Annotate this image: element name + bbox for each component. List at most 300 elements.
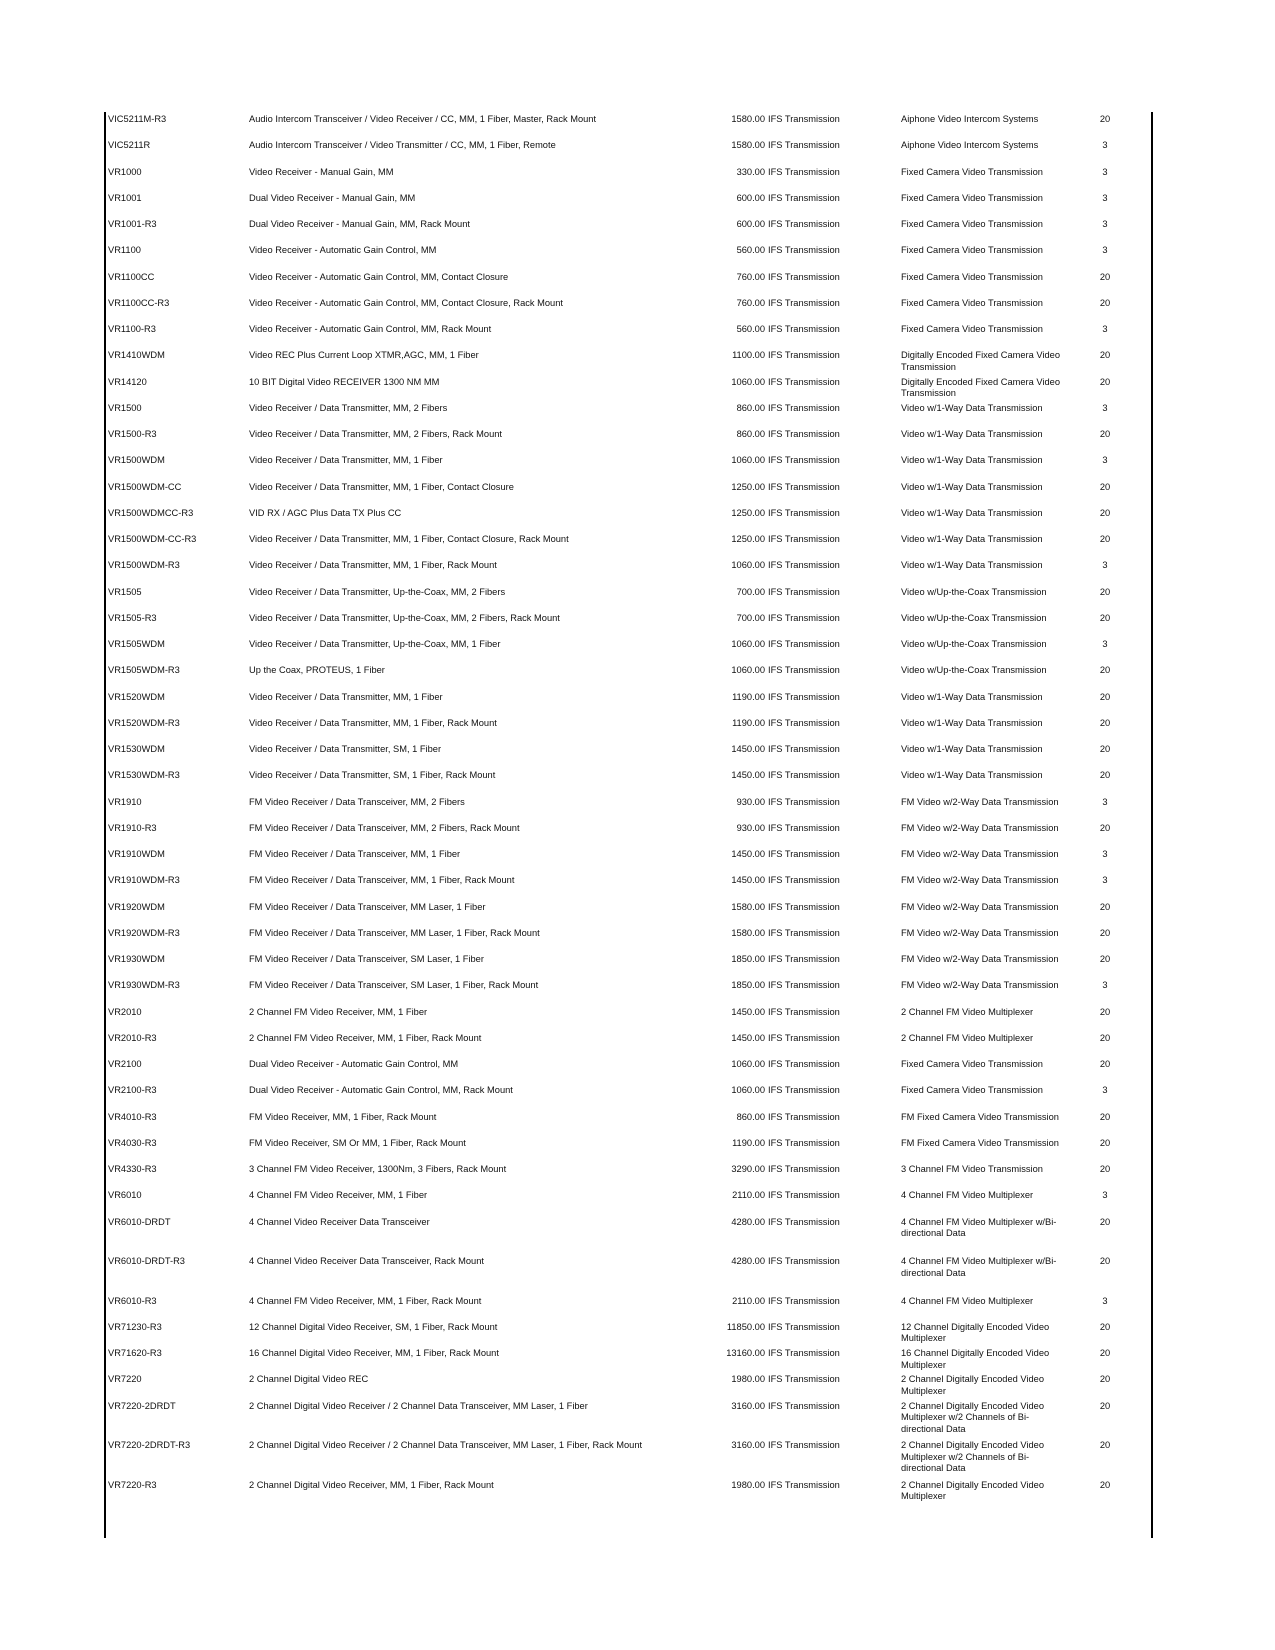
category-cell: Video w/Up-the-Coax Transmission (901, 612, 1047, 623)
quantity-cell: 20 (1099, 901, 1111, 912)
description-cell: Dual Video Receiver - Automatic Gain Control, MM (249, 1059, 459, 1069)
quantity-cell: 20 (1099, 1006, 1111, 1017)
table-row (0, 350, 1275, 376)
price-cell: 1850.00 (731, 980, 765, 991)
quantity-cell: 20 (1099, 429, 1111, 439)
price-cell: 11850.00 (726, 1321, 765, 1332)
part-number-cell: VR1910 (108, 796, 142, 807)
table-row (0, 1480, 1275, 1506)
part-number-cell: VR4030-R3 (108, 1137, 157, 1148)
category-cell: 2 Channel Digitally Encoded Video Multiplexer w/2 Channels of Bi-directional Data (901, 1400, 1044, 1434)
description-cell: FM Video Receiver / Data Transceiver, MM Laser, 1 Fiber (249, 901, 486, 912)
table-row (0, 429, 1275, 455)
price-cell: 1060.00 (731, 376, 765, 387)
vendor-cell: IFS Transmission (768, 192, 840, 203)
vendor-cell: IFS Transmission (768, 1032, 840, 1043)
vendor-cell: IFS Transmission (768, 1440, 840, 1451)
description-cell: 2 Channel FM Video Receiver, MM, 1 Fiber (249, 1006, 428, 1017)
product-table (0, 114, 1275, 1506)
part-number-cell: VR6010 (108, 1190, 142, 1201)
description-cell: 2 Channel FM Video Receiver, MM, 1 Fiber, Rack Mount (249, 1032, 482, 1043)
vendor-cell: IFS Transmission (768, 1321, 840, 1332)
table-row (0, 954, 1275, 980)
category-cell: 2 Channel Digitally Encoded Video Multiplexer w/2 Channels of Bi-directional Data (901, 1440, 1044, 1474)
vendor-cell: IFS Transmission (768, 297, 840, 308)
category-cell: 2 Channel Digitally Encoded Video Multiplexer (901, 1374, 1044, 1396)
vendor-cell: IFS Transmission (768, 980, 840, 991)
vendor-cell: IFS Transmission (768, 1400, 840, 1411)
quantity-cell: 3 (1102, 849, 1108, 859)
part-number-cell: VR1500WDM-R3 (108, 560, 180, 571)
category-cell: Video w/1-Way Data Transmission (901, 534, 1043, 544)
table-row (0, 1296, 1275, 1322)
vendor-cell: IFS Transmission (768, 822, 840, 833)
description-cell: FM Video Receiver / Data Transceiver, SM Laser, 1 Fiber (249, 954, 484, 964)
part-number-cell: VR1910-R3 (108, 822, 157, 833)
table-row (0, 1007, 1275, 1033)
vendor-cell: IFS Transmission (768, 770, 840, 781)
price-cell: 560.00 (736, 245, 765, 256)
table-row (0, 298, 1275, 324)
quantity-cell: 20 (1099, 691, 1111, 702)
quantity-cell: 3 (1102, 560, 1108, 571)
price-cell: 930.00 (736, 822, 765, 833)
category-cell: Video w/1-Way Data Transmission (901, 560, 1043, 571)
description-cell: Video Receiver / Data Transmitter, MM, 1 Fiber, Contact Closure (249, 481, 514, 492)
part-number-cell: VR1500 (108, 402, 142, 413)
price-cell: 1450.00 (731, 1032, 765, 1043)
price-cell: 4280.00 (731, 1216, 765, 1227)
description-cell: Video Receiver / Data Transmitter, MM, 1 Fiber (249, 455, 443, 466)
vendor-cell: IFS Transmission (768, 1374, 840, 1385)
quantity-cell: 20 (1099, 770, 1111, 781)
quantity-cell: 20 (1099, 1111, 1111, 1122)
description-cell: Dual Video Receiver - Automatic Gain Control, MM, Rack Mount (249, 1085, 513, 1096)
table-row (0, 770, 1275, 796)
part-number-cell: VR4330-R3 (108, 1164, 157, 1174)
category-cell: 4 Channel FM Video Multiplexer w/Bi-directional Data (901, 1256, 1057, 1278)
category-cell: 2 Channel FM Video Multiplexer (901, 1032, 1034, 1043)
category-cell: Fixed Camera Video Transmission (901, 324, 1043, 334)
part-number-cell: VR1100CC-R3 (108, 297, 170, 308)
vendor-cell: IFS Transmission (768, 1190, 840, 1201)
table-row (0, 560, 1275, 586)
table-row (0, 902, 1275, 928)
part-number-cell: VR1500-R3 (108, 429, 157, 439)
quantity-cell: 20 (1099, 927, 1111, 938)
vendor-cell: IFS Transmission (768, 639, 840, 649)
description-cell: Video Receiver - Automatic Gain Control, MM, Rack Mount (249, 324, 492, 334)
table-row (0, 1322, 1275, 1348)
quantity-cell: 3 (1102, 455, 1108, 466)
quantity-cell: 20 (1099, 376, 1111, 387)
quantity-cell: 20 (1099, 1256, 1111, 1267)
table-row (0, 272, 1275, 298)
description-cell: FM Video Receiver, MM, 1 Fiber, Rack Mount (249, 1111, 437, 1122)
vendor-cell: IFS Transmission (768, 219, 840, 229)
price-cell: 760.00 (736, 271, 765, 282)
part-number-cell: VR14120 (108, 376, 147, 387)
description-cell: 16 Channel Digital Video Receiver, MM, 1 Fiber, Rack Mount (249, 1348, 499, 1359)
part-number-cell: VR1910WDM (108, 849, 165, 859)
table-row (0, 875, 1275, 901)
part-number-cell: VIC5211R (108, 140, 151, 151)
vendor-cell: IFS Transmission (768, 376, 840, 387)
part-number-cell: VR6010-DRDT (108, 1216, 171, 1227)
description-cell: Dual Video Receiver - Manual Gain, MM, Rack Mount (249, 219, 470, 229)
vendor-cell: IFS Transmission (768, 114, 840, 124)
vendor-cell: IFS Transmission (768, 350, 840, 361)
part-number-cell: VR1500WDM-CC-R3 (108, 534, 197, 544)
quantity-cell: 20 (1099, 1137, 1111, 1148)
category-cell: Video w/1-Way Data Transmission (901, 455, 1043, 466)
price-cell: 1580.00 (731, 140, 765, 151)
price-cell: 1250.00 (731, 507, 765, 518)
price-cell: 1450.00 (731, 875, 765, 886)
description-cell: 2 Channel Digital Video Receiver, MM, 1 Fiber, Rack Mount (249, 1479, 494, 1490)
price-cell: 4280.00 (731, 1256, 765, 1267)
description-cell: FM Video Receiver / Data Transceiver, MM Laser, 1 Fiber, Rack Mount (249, 927, 540, 938)
price-cell: 1850.00 (731, 954, 765, 964)
part-number-cell: VR1100 (108, 245, 141, 256)
price-cell: 1580.00 (731, 901, 765, 912)
description-cell: 2 Channel Digital Video Receiver / 2 Channel Data Transceiver, MM Laser, 1 Fiber, Rack Mount (249, 1440, 643, 1451)
table-row (0, 718, 1275, 744)
quantity-cell: 3 (1102, 166, 1108, 177)
description-cell: Video Receiver / Data Transmitter, MM, 2 Fibers, Rack Mount (249, 429, 502, 439)
category-cell: Video w/1-Way Data Transmission (901, 507, 1043, 518)
quantity-cell: 3 (1102, 140, 1108, 151)
vendor-cell: IFS Transmission (768, 744, 840, 754)
description-cell: Video Receiver / Data Transmitter, Up-the-Coax, MM, 2 Fibers (249, 586, 506, 597)
table-row (0, 797, 1275, 823)
table-row (0, 1401, 1275, 1441)
description-cell: 2 Channel Digital Video REC (249, 1374, 369, 1385)
table-row (0, 980, 1275, 1006)
price-cell: 3160.00 (731, 1440, 765, 1451)
category-cell: 2 Channel Digitally Encoded Video Multiplexer (901, 1479, 1044, 1502)
price-cell: 13160.00 (726, 1348, 765, 1359)
quantity-cell: 20 (1099, 114, 1111, 124)
vendor-cell: IFS Transmission (768, 849, 840, 859)
part-number-cell: VR2100 (108, 1059, 142, 1069)
category-cell: Digitally Encoded Fixed Camera Video Transmission (901, 376, 1060, 398)
quantity-cell: 20 (1099, 297, 1111, 308)
part-number-cell: VR7220-2DRDT (108, 1400, 176, 1411)
vendor-cell: IFS Transmission (768, 1164, 840, 1174)
quantity-cell: 20 (1099, 612, 1111, 623)
quantity-cell: 20 (1099, 1164, 1111, 1174)
category-cell: FM Video w/2-Way Data Transmission (901, 927, 1059, 938)
vendor-cell: IFS Transmission (768, 717, 840, 728)
price-cell: 1450.00 (731, 1006, 765, 1017)
category-cell: Fixed Camera Video Transmission (901, 219, 1043, 229)
quantity-cell: 20 (1099, 507, 1111, 518)
quantity-cell: 3 (1102, 192, 1108, 203)
table-row (0, 849, 1275, 875)
part-number-cell: VR1500WDM-CC (108, 481, 182, 492)
category-cell: Video w/1-Way Data Transmission (901, 481, 1043, 492)
description-cell: 4 Channel FM Video Receiver, MM, 1 Fiber, Rack Mount (249, 1295, 482, 1306)
vendor-cell: IFS Transmission (768, 534, 840, 544)
vendor-cell: IFS Transmission (768, 1256, 840, 1267)
description-cell: FM Video Receiver / Data Transceiver, MM, 2 Fibers (249, 796, 465, 807)
quantity-cell: 3 (1102, 324, 1108, 334)
category-cell: FM Video w/2-Way Data Transmission (901, 849, 1059, 859)
category-cell: FM Video w/2-Way Data Transmission (901, 822, 1059, 833)
price-cell: 1190.00 (732, 717, 765, 728)
category-cell: 2 Channel FM Video Multiplexer (901, 1006, 1034, 1017)
quantity-cell: 3 (1102, 1085, 1108, 1096)
part-number-cell: VR7220 (108, 1374, 142, 1385)
table-row (0, 692, 1275, 718)
table-row (0, 665, 1275, 691)
price-cell: 330.00 (736, 166, 765, 177)
part-number-cell: VR1930WDM (108, 954, 165, 964)
category-cell: Digitally Encoded Fixed Camera Video Transmission (901, 350, 1060, 372)
category-cell: Fixed Camera Video Transmission (901, 192, 1043, 203)
vendor-cell: IFS Transmission (768, 1059, 840, 1069)
category-cell: Fixed Camera Video Transmission (901, 166, 1043, 177)
quantity-cell: 20 (1099, 1216, 1111, 1227)
description-cell: 2 Channel Digital Video Receiver / 2 Channel Data Transceiver, MM Laser, 1 Fiber (249, 1400, 588, 1411)
price-cell: 3160.00 (731, 1400, 765, 1411)
description-cell: Video Receiver / Data Transmitter, SM, 1 Fiber (249, 744, 442, 754)
quantity-cell: 20 (1099, 1348, 1111, 1359)
price-cell: 1060.00 (731, 1059, 765, 1069)
description-cell: 3 Channel FM Video Receiver, 1300Nm, 3 Fibers, Rack Mount (249, 1164, 507, 1174)
price-cell: 1250.00 (731, 481, 765, 492)
description-cell: Video Receiver / Data Transmitter, Up-the-Coax, MM, 1 Fiber (249, 639, 501, 649)
part-number-cell: VR1505-R3 (108, 612, 157, 623)
vendor-cell: IFS Transmission (768, 1006, 840, 1017)
table-row (0, 534, 1275, 560)
description-cell: Video Receiver / Data Transmitter, MM, 2 Fibers (249, 402, 448, 413)
price-cell: 700.00 (736, 586, 765, 597)
quantity-cell: 3 (1102, 980, 1108, 991)
category-cell: FM Fixed Camera Video Transmission (901, 1111, 1059, 1122)
vendor-cell: IFS Transmission (768, 271, 840, 282)
category-cell: Video w/1-Way Data Transmission (901, 770, 1043, 781)
price-cell: 1100.00 (732, 350, 765, 361)
vendor-cell: IFS Transmission (768, 1479, 840, 1490)
category-cell: Video w/1-Way Data Transmission (901, 691, 1043, 702)
part-number-cell: VR1930WDM-R3 (108, 980, 180, 991)
quantity-cell: 20 (1099, 1374, 1111, 1385)
category-cell: Video w/1-Way Data Transmission (901, 402, 1043, 413)
price-cell: 1250.00 (731, 534, 765, 544)
description-cell: FM Video Receiver / Data Transceiver, MM, 2 Fibers, Rack Mount (249, 822, 520, 833)
table-row (0, 1256, 1275, 1296)
vendor-cell: IFS Transmission (768, 901, 840, 912)
table-row (0, 928, 1275, 954)
description-cell: Video Receiver / Data Transmitter, SM, 1 Fiber, Rack Mount (249, 770, 496, 781)
price-cell: 1060.00 (731, 639, 765, 649)
description-cell: Video Receiver - Automatic Gain Control, MM, Contact Closure (249, 271, 509, 282)
part-number-cell: VR1100CC (108, 271, 155, 282)
part-number-cell: VR1500WDM (108, 455, 165, 466)
table-row (0, 1059, 1275, 1085)
vendor-cell: IFS Transmission (768, 586, 840, 597)
part-number-cell: VIC5211M-R3 (108, 114, 167, 124)
part-number-cell: VR1910WDM-R3 (108, 875, 180, 886)
part-number-cell: VR1505WDM (108, 639, 165, 649)
category-cell: FM Fixed Camera Video Transmission (901, 1137, 1059, 1148)
description-cell: Video Receiver - Automatic Gain Control, MM (249, 245, 437, 256)
vendor-cell: IFS Transmission (768, 245, 840, 256)
quantity-cell: 20 (1099, 271, 1111, 282)
category-cell: 4 Channel FM Video Multiplexer (901, 1295, 1034, 1306)
description-cell: 4 Channel Video Receiver Data Transceiver (249, 1216, 430, 1227)
price-cell: 1980.00 (731, 1374, 765, 1385)
vendor-cell: IFS Transmission (768, 691, 840, 702)
price-cell: 1450.00 (731, 770, 765, 781)
part-number-cell: VR7220-2DRDT-R3 (108, 1440, 191, 1451)
table-row (0, 455, 1275, 481)
part-number-cell: VR1520WDM-R3 (108, 717, 180, 728)
quantity-cell: 20 (1099, 1059, 1111, 1069)
vendor-cell: IFS Transmission (768, 324, 840, 334)
quantity-cell: 20 (1099, 586, 1111, 597)
description-cell: VID RX / AGC Plus Data TX Plus CC (249, 507, 402, 518)
quantity-cell: 20 (1099, 744, 1111, 754)
part-number-cell: VR1530WDM-R3 (108, 770, 180, 781)
table-row (0, 639, 1275, 665)
vendor-cell: IFS Transmission (768, 1085, 840, 1096)
vendor-cell: IFS Transmission (768, 560, 840, 571)
part-number-cell: VR4010-R3 (108, 1111, 157, 1122)
vendor-cell: IFS Transmission (768, 612, 840, 623)
vendor-cell: IFS Transmission (768, 140, 840, 151)
table-row (0, 587, 1275, 613)
description-cell: 4 Channel FM Video Receiver, MM, 1 Fiber (249, 1190, 428, 1201)
category-cell: Video w/Up-the-Coax Transmission (901, 639, 1047, 649)
category-cell: FM Video w/2-Way Data Transmission (901, 796, 1059, 807)
category-cell: Video w/1-Way Data Transmission (901, 744, 1043, 754)
table-row (0, 508, 1275, 534)
vendor-cell: IFS Transmission (768, 954, 840, 964)
table-row (0, 219, 1275, 245)
category-cell: Video w/1-Way Data Transmission (901, 429, 1043, 439)
category-cell: Video w/Up-the-Coax Transmission (901, 586, 1047, 597)
quantity-cell: 20 (1099, 1440, 1111, 1451)
price-cell: 860.00 (736, 429, 765, 439)
table-row (0, 1440, 1275, 1480)
table-row (0, 1217, 1275, 1257)
description-cell: Video Receiver / Data Transmitter, MM, 1 Fiber (249, 691, 443, 702)
category-cell: Fixed Camera Video Transmission (901, 297, 1043, 308)
vendor-cell: IFS Transmission (768, 402, 840, 413)
quantity-cell: 3 (1102, 1295, 1108, 1306)
quantity-cell: 3 (1102, 875, 1108, 886)
description-cell: 12 Channel Digital Video Receiver, SM, 1 Fiber, Rack Mount (249, 1321, 498, 1332)
quantity-cell: 3 (1102, 245, 1108, 256)
table-row (0, 114, 1275, 140)
part-number-cell: VR1000 (108, 166, 142, 177)
description-cell: FM Video Receiver / Data Transceiver, MM, 1 Fiber (249, 849, 461, 859)
quantity-cell: 20 (1099, 350, 1111, 361)
table-row (0, 482, 1275, 508)
quantity-cell: 3 (1102, 219, 1108, 229)
table-row (0, 1374, 1275, 1400)
table-row (0, 1190, 1275, 1216)
category-cell: Fixed Camera Video Transmission (901, 271, 1043, 282)
price-cell: 860.00 (736, 402, 765, 413)
price-cell: 1980.00 (731, 1479, 765, 1490)
category-cell: Aiphone Video Intercom Systems (901, 140, 1039, 151)
price-cell: 560.00 (736, 324, 765, 334)
vendor-cell: IFS Transmission (768, 1295, 840, 1306)
table-row (0, 613, 1275, 639)
description-cell: FM Video Receiver / Data Transceiver, MM, 1 Fiber, Rack Mount (249, 875, 515, 886)
table-row (0, 1348, 1275, 1374)
vendor-cell: IFS Transmission (768, 1137, 840, 1148)
category-cell: 4 Channel FM Video Multiplexer w/Bi-directional Data (901, 1216, 1057, 1238)
part-number-cell: VR1500WDMCC-R3 (108, 507, 194, 518)
part-number-cell: VR71230-R3 (108, 1321, 162, 1332)
price-cell: 600.00 (736, 219, 765, 229)
category-cell: Fixed Camera Video Transmission (901, 1059, 1043, 1069)
description-cell: FM Video Receiver, SM Or MM, 1 Fiber, Rack Mount (249, 1137, 466, 1148)
part-number-cell: VR1100-R3 (108, 324, 156, 334)
part-number-cell: VR71620-R3 (108, 1348, 162, 1359)
part-number-cell: VR1920WDM-R3 (108, 927, 180, 938)
part-number-cell: VR2010-R3 (108, 1032, 157, 1043)
price-cell: 1190.00 (732, 691, 765, 702)
quantity-cell: 20 (1099, 1032, 1111, 1043)
price-cell: 1190.00 (732, 1137, 765, 1148)
category-cell: 3 Channel FM Video Transmission (901, 1164, 1043, 1174)
category-cell: Video w/Up-the-Coax Transmission (901, 665, 1047, 676)
category-cell: 4 Channel FM Video Multiplexer (901, 1190, 1034, 1201)
description-cell: Up the Coax, PROTEUS, 1 Fiber (249, 665, 385, 676)
table-row (0, 744, 1275, 770)
part-number-cell: VR1001 (108, 192, 142, 203)
price-cell: 2110.00 (732, 1295, 765, 1306)
price-cell: 1060.00 (731, 665, 765, 676)
category-cell: FM Video w/2-Way Data Transmission (901, 980, 1059, 991)
table-row (0, 140, 1275, 166)
description-cell: Audio Intercom Transceiver / Video Transmitter / CC, MM, 1 Fiber, Remote (249, 140, 556, 151)
quantity-cell: 20 (1099, 1400, 1111, 1411)
quantity-cell: 3 (1102, 1190, 1108, 1201)
vendor-cell: IFS Transmission (768, 1348, 840, 1359)
price-cell: 1060.00 (731, 1085, 765, 1096)
table-row (0, 193, 1275, 219)
table-row (0, 167, 1275, 193)
price-cell: 1450.00 (731, 849, 765, 859)
quantity-cell: 3 (1102, 796, 1108, 807)
description-cell: Audio Intercom Transceiver / Video Receiver / CC, MM, 1 Fiber, Master, Rack Mount (249, 114, 597, 124)
table-row (0, 1033, 1275, 1059)
part-number-cell: VR1505 (108, 586, 142, 597)
table-row (0, 1164, 1275, 1190)
quantity-cell: 3 (1102, 639, 1108, 649)
category-cell: FM Video w/2-Way Data Transmission (901, 954, 1059, 964)
price-cell: 1060.00 (731, 455, 765, 466)
price-cell: 3290.00 (731, 1164, 765, 1174)
category-cell: FM Video w/2-Way Data Transmission (901, 875, 1059, 886)
price-cell: 700.00 (736, 612, 765, 623)
part-number-cell: VR1520WDM (108, 691, 165, 702)
part-number-cell: VR2010 (108, 1006, 142, 1017)
price-cell: 1060.00 (731, 560, 765, 571)
part-number-cell: VR6010-DRDT-R3 (108, 1256, 185, 1267)
category-cell: Aiphone Video Intercom Systems (901, 114, 1039, 124)
quantity-cell: 20 (1099, 954, 1111, 964)
description-cell: Video Receiver - Manual Gain, MM (249, 166, 394, 177)
part-number-cell: VR1505WDM-R3 (108, 665, 180, 676)
